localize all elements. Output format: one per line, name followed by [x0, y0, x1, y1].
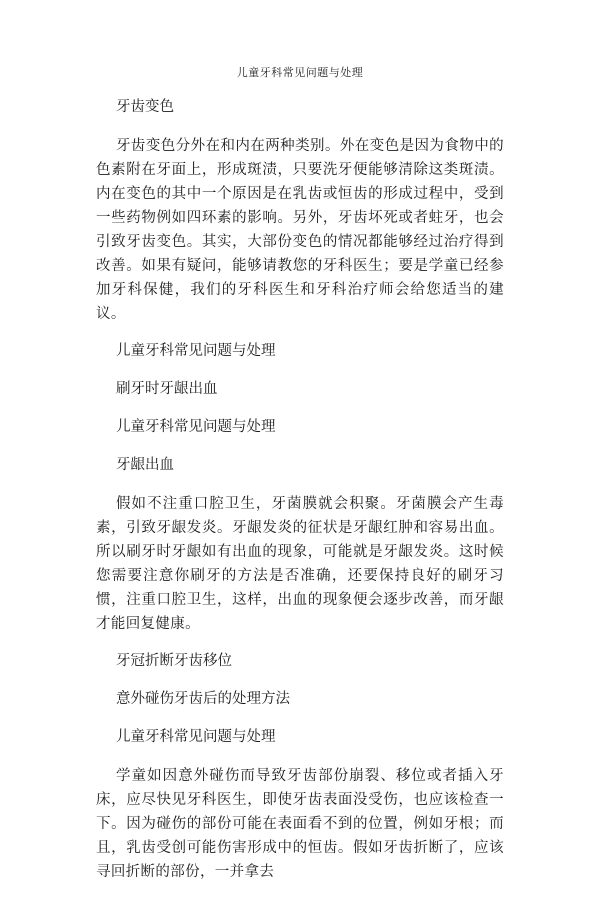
section-title-repeat: 儿童牙科常见问题与处理 — [116, 729, 276, 745]
paragraph-tooth-discoloration: 牙齿变色分外在和内在两种类别。外在变色是因为食物中的色素附在牙面上，形成斑渍，只要洗牙便能够清除这类斑渍。内在变色的其中一个原因是在乳齿或恒齿的形成过程中，受到一些药物例如四环素的影响。另外，牙齿坏死或者蛀牙，也会引致牙齿变色。其实，大部份变色的情况都能够经过治疗得到改善。如果有疑问，能够请教您的牙科医生；要是学童已经参加牙科保健，我们的牙科医生和牙科治疗师会给您适当的建议。 — [96, 138, 504, 322]
paragraph-accident-handling: 学童如因意外碰伤而导致牙齿部份崩裂、移位或者插入牙床，应尽快见牙科医生，即使牙齿表面没受伤，也应该检查一下。因为碰伤的部份可能在表面看不到的位置，例如牙根；而且，乳齿受创可能伤害形成中的恒齿。假如牙齿折断了，应该寻回折断的部份，一并拿去 — [96, 768, 504, 880]
running-header: 儿童牙科常见问题与处理 — [236, 66, 364, 79]
section-heading-tooth-discoloration: 牙齿变色 — [116, 99, 174, 115]
section-heading-accident-handling: 意外碰伤牙齿后的处理方法 — [116, 691, 290, 707]
section-heading-crown-fracture: 牙冠折断牙齿移位 — [116, 653, 232, 669]
section-heading-brushing-bleeding: 刷牙时牙龈出血 — [116, 381, 218, 397]
section-title-repeat: 儿童牙科常见问题与处理 — [116, 419, 276, 435]
section-title-repeat: 儿童牙科常见问题与处理 — [116, 343, 276, 359]
section-heading-gum-bleeding: 牙龈出血 — [116, 457, 174, 473]
paragraph-gum-bleeding: 假如不注重口腔卫生，牙菌膜就会积聚。牙菌膜会产生毒素，引致牙龈发炎。牙龈发炎的征状是牙龈红肿和容易出血。所以刷牙时牙龈如有出血的现象，可能就是牙龈发炎。这时候您需要注意你刷牙的方法是否准确，还要保持良好的刷牙习惯，注重口腔卫生，这样，出血的现象便会逐步改善，而牙龈才能回复健康。 — [96, 496, 504, 632]
document-body — [96, 96, 504, 898]
